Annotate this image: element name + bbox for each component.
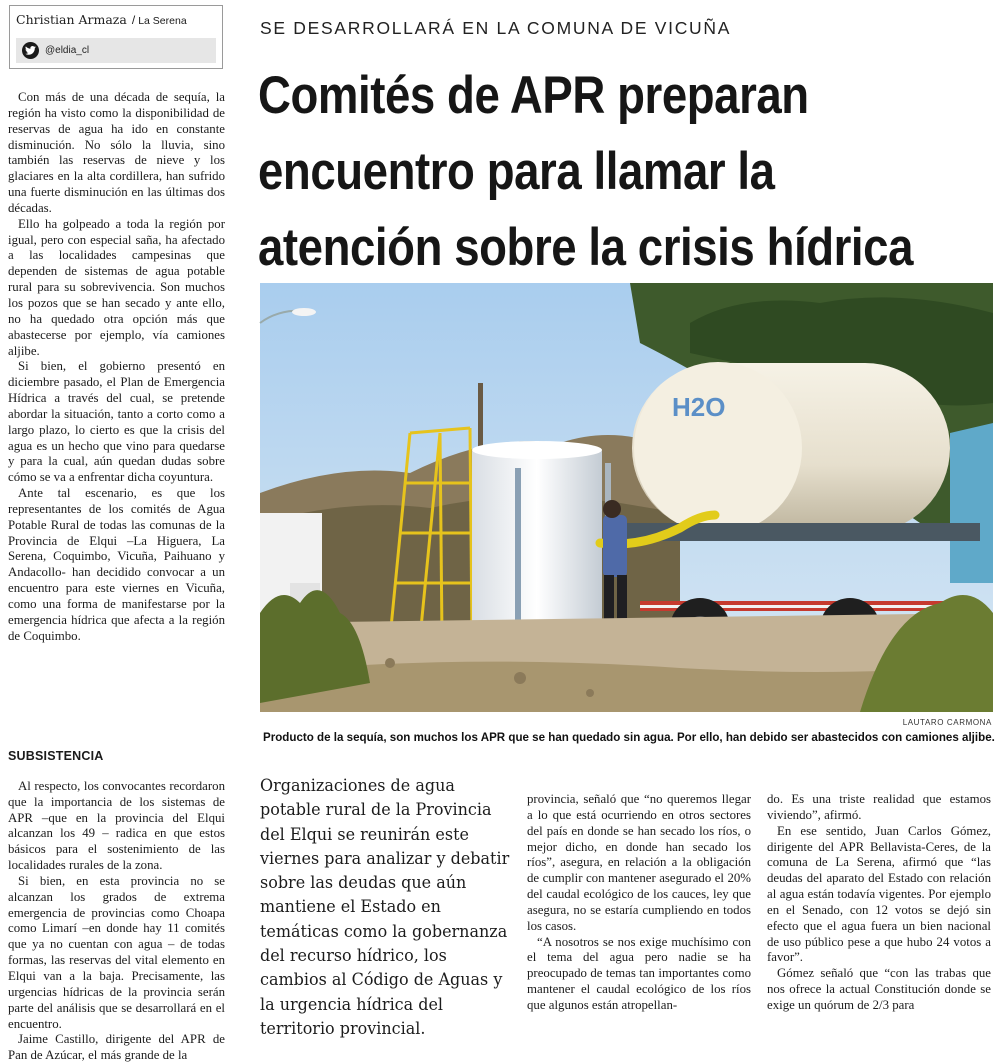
left-paragraph: Al respecto, los convocantes recordaron que la importancia de los sistemas de APR –que en la provincia del Elqui alcanzan los 49 – radica en que estos básicos para el sostenimiento de las localidades rurales de la zona. bbox=[8, 778, 225, 873]
body-paragraph: “A nosotros se nos exige muchísimo con el tema del agua pero nadie se ha preocupado de temas tan importantes como mantener el caudal ecológico de los ríos que algunos están atropellan- bbox=[527, 934, 751, 1012]
twitter-icon bbox=[22, 42, 39, 59]
subheading-subsistencia: SUBSISTENCIA bbox=[8, 749, 104, 763]
body-column-3 bbox=[527, 792, 751, 1014]
byline bbox=[16, 9, 216, 28]
left-paragraph: Ello ha golpeado a toda la región por igual, pero con especial saña, ha afectado a las localidades campesinas que dependen de sistemas de agua potable rural para su sobrevivencia. Son muchos los pozos que se han secado y ante ello, no ha quedado otra opción más que abastecerse por ejemplo, vía camiones aljibe. bbox=[8, 216, 225, 358]
left-paragraph: Si bien, el gobierno presentó en diciembre pasado, el Plan de Emergencia Hídrica a través del cual, se pretende abordar la situación, tanto a corto como a largo plazo, lo cierto es que la crisis del agua es un hecho que vino para quedarse y para la cual, aún quedan dudas sobre cómo se va a enfrentar dicha coyuntura. bbox=[8, 359, 225, 485]
byline-box bbox=[9, 5, 223, 69]
left-column bbox=[8, 90, 225, 1063]
left-paragraph: Ante tal escenario, es que los representantes de los comités de Agua Potable Rural de todas las comunas de la Provincia de Elqui –La Higuera, La Serena, Coquimbo, Vicuña, Paihuano y Andacollo- han decidido convocar a un encuentro para este viernes en Vicuña, como una forma de manifestarse por la emergencia hídrica que afecta a la región de Coquimbo. bbox=[8, 486, 225, 643]
byline-separator: / bbox=[131, 13, 136, 27]
lead-paragraph: Organizaciones de agua potable rural de la Provincia del Elqui se reunirán este viernes para analizar y debatir sobre las deudas que aún mantiene el Estado en temáticas como la gobernanza del recurso hídrico, los cambios al Código de Aguas y la urgencia hídrica del territorio provincial. bbox=[260, 776, 510, 1039]
headline-line-3: atención sobre la crisis hídrica bbox=[258, 218, 914, 277]
headline bbox=[258, 58, 998, 286]
photo-credit: LAUTARO CARMONA bbox=[902, 718, 992, 727]
byline-social-bar bbox=[16, 38, 216, 63]
headline-line-2: encuentro para llamar la bbox=[258, 142, 775, 201]
photo-illustration bbox=[260, 283, 993, 712]
kicker: SE DESARROLLARÁ EN LA COMUNA DE VICUÑA bbox=[260, 18, 732, 38]
body-paragraph: provincia, señaló que “no queremos llegar a lo que está ocurriendo en otros sectores del país en donde se han secado los ríos, o mejor dicho, en donde han secado los ríos”, asegura, en relación a la obligación de cumplir con mantener asegurado el 20% del caudal ecológico de los cauces, ley que asegura, no se estaría cumpliendo en todos los casos. bbox=[527, 792, 751, 933]
left-column-first-block bbox=[8, 90, 225, 645]
body-paragraph: do. Es una triste realidad que estamos viviendo”, afirmó. bbox=[767, 792, 991, 822]
body-paragraph: En ese sentido, Juan Carlos Gómez, dirigente del APR Bellavista-Ceres, de la comuna de La Serena, afirmó que “las deudas del aparato del Estado con relación al agua están todavía vigentes. Por ejemplo en el Senado, con 12 votos se dejó sin efecto que el agua fuera un bien nacional de uso público pese a que hubo 24 votos a favor”. bbox=[767, 823, 991, 965]
left-paragraph: Con más de una década de sequía, la región ha visto como la disponibilidad de reservas de agua ha ido en constante disminución. No sólo la lluvia, sino también las reservas de nieve y los glaciares en la alta cordillera, han sufrido una fuerte disminución en las últimas dos décadas. bbox=[8, 90, 225, 215]
tank-label: H2O bbox=[672, 392, 726, 422]
left-paragraph: Si bien, en esta provincia no se alcanzan los grados de extrema emergencia de provincias como Choapa como Limarí –en donde hay 11 comités que ya no cuentan con agua – de todas formas, las reservas del vital elemento en Elqui van a la baja. Precisamente, las urgencias hídricas de la provincia serán parte del análisis que se desarrollará en el encuentro. bbox=[8, 873, 225, 1031]
body-column-4 bbox=[767, 792, 991, 1014]
twitter-handle: @eldia_cl bbox=[45, 45, 90, 56]
photo-caption: Producto de la sequía, son muchos los APR que se han quedado sin agua. Por ello, han debido ser abastecidos con camiones aljibe. bbox=[263, 730, 995, 744]
body-paragraph: Gómez señaló que “con las trabas que nos ofrece la actual Constitución donde se exige un quórum de 2/3 para bbox=[767, 966, 991, 1012]
byline-city: La Serena bbox=[138, 15, 187, 27]
left-paragraph: Jaime Castillo, dirigente del APR de Pan de Azúcar, el más grande de la bbox=[8, 1032, 225, 1063]
left-column-second-block bbox=[8, 728, 225, 1064]
headline-line-1: Comités de APR preparan bbox=[258, 66, 809, 125]
photo bbox=[260, 283, 993, 712]
byline-author: Christian Armaza bbox=[16, 12, 127, 27]
